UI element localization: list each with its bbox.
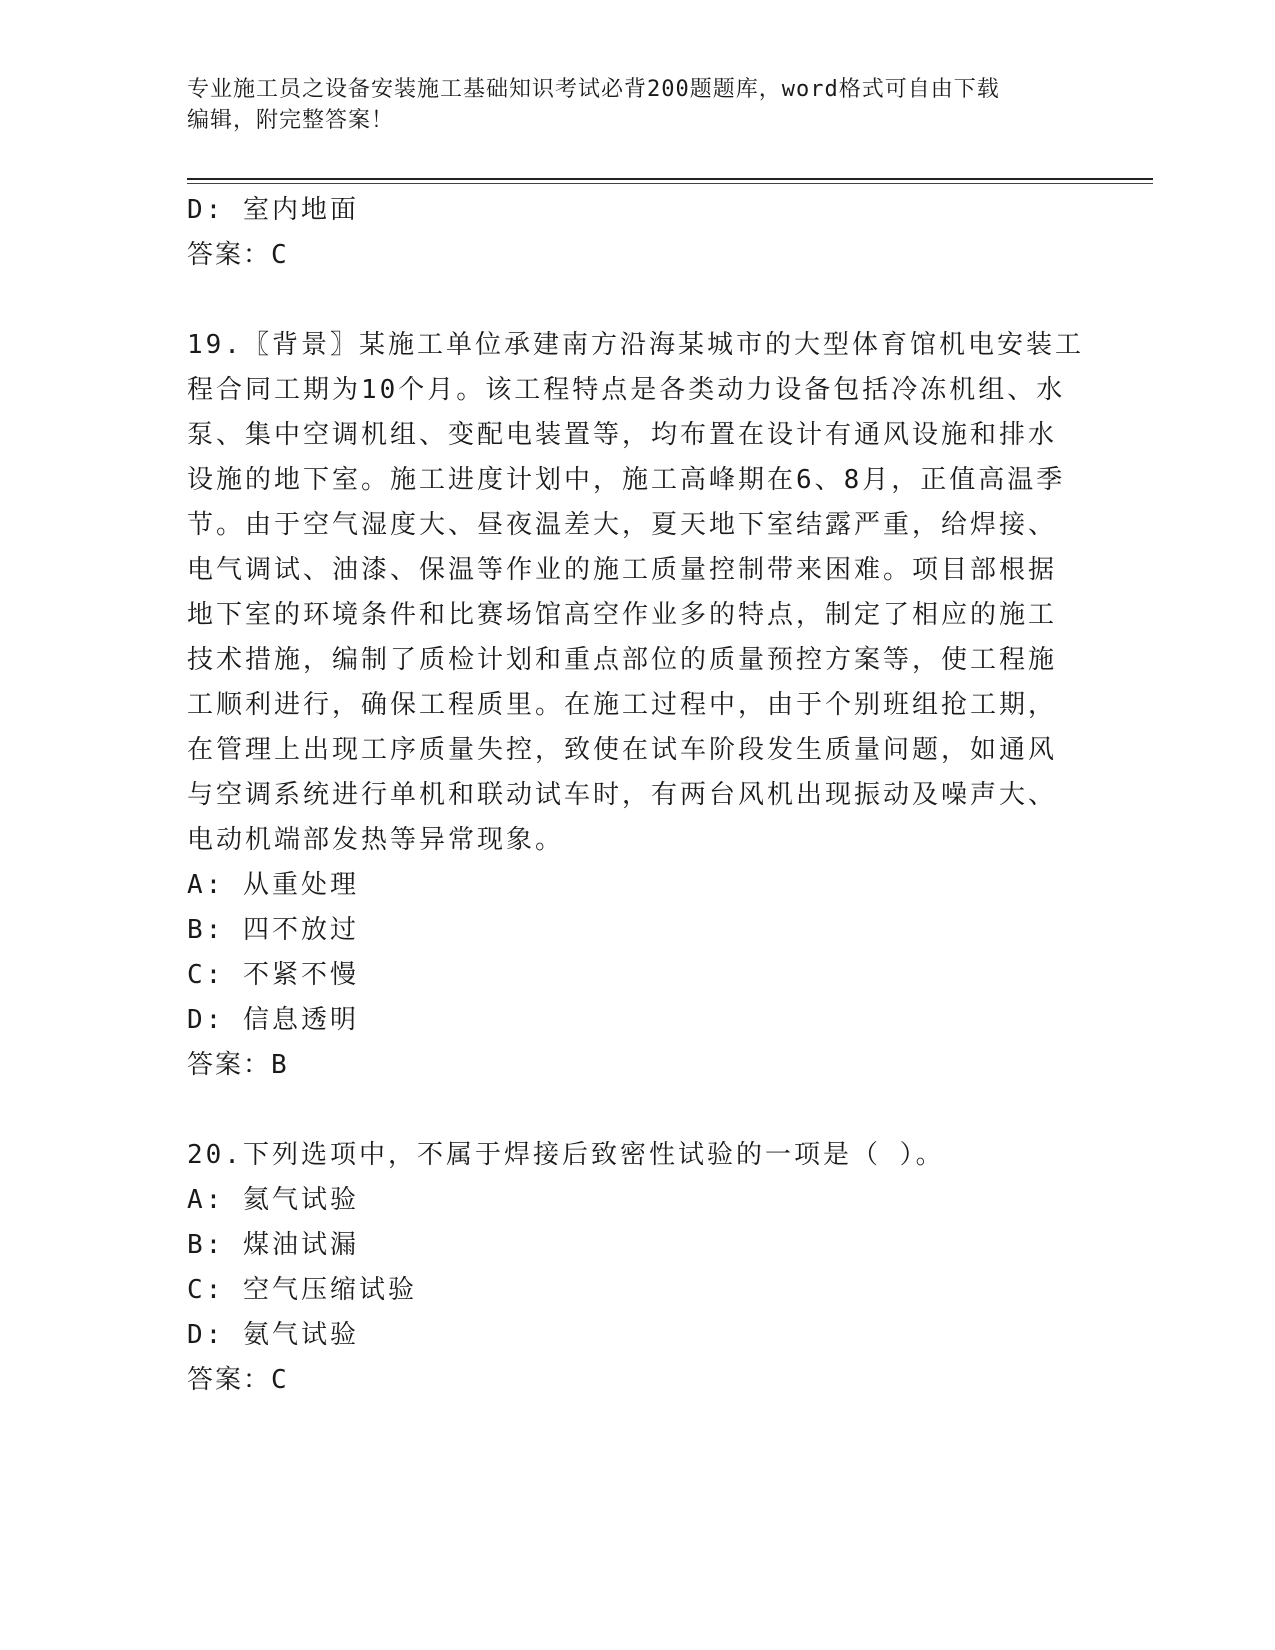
question-text-line: 19.〖背景〗某施工单位承建南方沿海某城市的大型体育馆机电安装工	[187, 330, 1084, 360]
answer-line: 答案：B	[187, 1050, 289, 1080]
question-text-line: 程合同工期为10个月。该工程特点是各类动力设备包括冷冻机组、水	[187, 375, 1066, 405]
question-text-line: 地下室的环境条件和比赛场馆高空作业多的特点，制定了相应的施工	[187, 600, 1058, 630]
option-a: A: 氦气试验	[187, 1185, 359, 1215]
question-text-line: 工顺利进行，确保工程质里。在施工过程中，由于个别班组抢工期，	[187, 690, 1058, 720]
document-header	[187, 74, 1067, 136]
question-text-line: 泵、集中空调机组、变配电装置等，均布置在设计有通风设施和排水	[187, 420, 1058, 450]
question-20	[187, 1133, 1087, 1403]
header-title-line-1: 专业施工员之设备安装施工基础知识考试必背200题题库，word格式可自由下载	[187, 77, 1000, 102]
spacer	[187, 278, 1087, 323]
question-text-line: 在管理上出现工序质量失控，致使在试车阶段发生质量问题，如通风	[187, 735, 1058, 765]
question-text: 20.下列选项中，不属于焊接后致密性试验的一项是（ ）。	[187, 1140, 945, 1170]
option-d: D: 氨气试验	[187, 1320, 359, 1350]
option-b: B: 四不放过	[187, 915, 359, 945]
question-text-line: 电动机端部发热等异常现象。	[187, 825, 565, 855]
question-text-line: 与空调系统进行单机和联动试车时，有两台风机出现振动及噪声大、	[187, 780, 1058, 810]
answer-line: 答案：C	[187, 240, 289, 270]
option-d: D: 信息透明	[187, 1005, 359, 1035]
option-a: A: 从重处理	[187, 870, 359, 900]
option-c: C: 空气压缩试验	[187, 1275, 417, 1305]
answer-line: 答案：C	[187, 1365, 289, 1395]
document-body	[187, 188, 1087, 1403]
question-text-line: 技术措施，编制了质检计划和重点部位的质量预控方案等，使工程施	[187, 645, 1058, 675]
option-d: D: 室内地面	[187, 195, 359, 225]
header-divider-thick	[187, 178, 1153, 180]
option-b: B: 煤油试漏	[187, 1230, 359, 1260]
question-text-line: 节。由于空气湿度大、昼夜温差大，夏天地下室结露严重，给焊接、	[187, 510, 1058, 540]
spacer	[187, 1088, 1087, 1133]
question-text-line: 设施的地下室。施工进度计划中，施工高峰期在6、8月，正值高温季	[187, 465, 1066, 495]
header-title-line-2: 编辑，附完整答案！	[187, 108, 395, 133]
question-19	[187, 323, 1087, 1088]
previous-question-tail	[187, 188, 1087, 278]
option-c: C: 不紧不慢	[187, 960, 359, 990]
header-divider-thin	[187, 183, 1153, 184]
question-text	[187, 323, 1087, 863]
question-text-line: 电气调试、油漆、保温等作业的施工质量控制带来困难。项目部根据	[187, 555, 1058, 585]
